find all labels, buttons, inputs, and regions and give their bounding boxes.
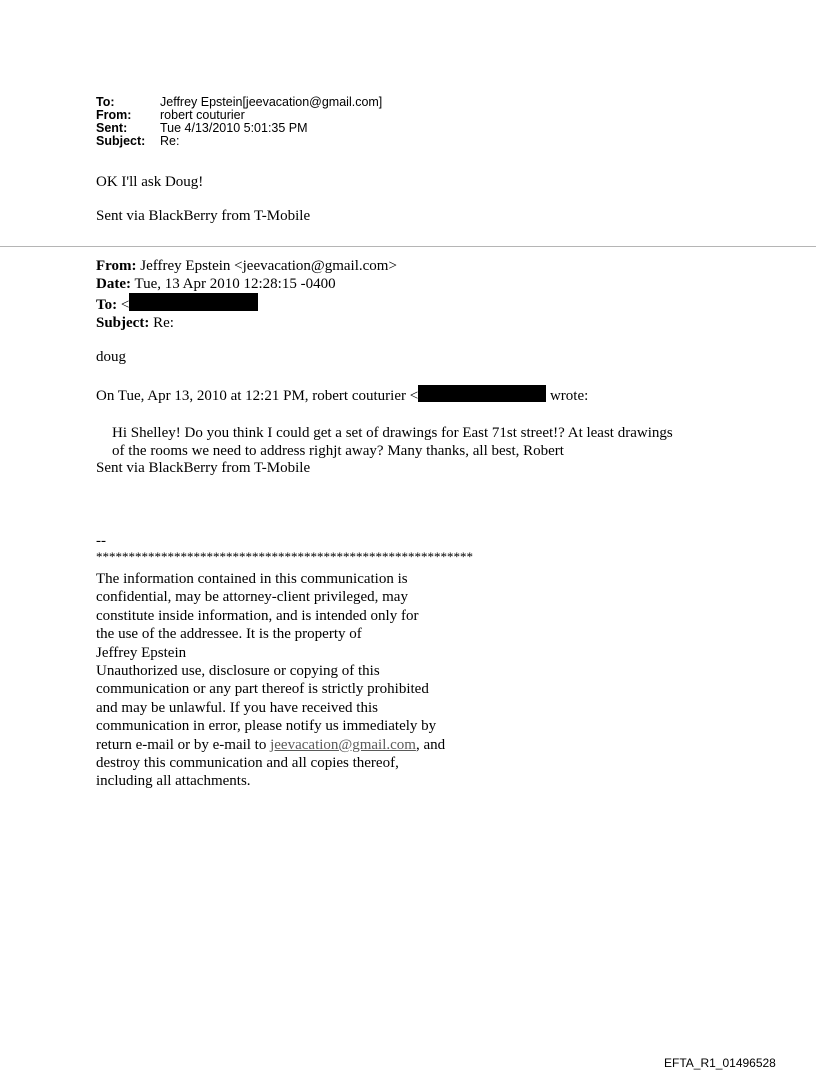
header-sent-value: Tue 4/13/2010 5:01:35 PM — [160, 121, 308, 135]
disclaimer — [96, 570, 445, 791]
quote-line: Hi Shelley! Do you think I could get a set of drawings for East 71st street!? At least drawings — [112, 425, 673, 441]
disclaimer-dashes: -- — [96, 533, 106, 549]
quoted-subject-row — [96, 314, 397, 332]
disclaimer-line-prefix: return e-mail or by e-mail to — [96, 736, 271, 753]
quoted-from-value: Jeffrey Epstein <jeevacation@gmail.com> — [136, 258, 397, 274]
quoted-from-row — [96, 257, 397, 275]
reply-body: OK I'll ask Doug! — [96, 174, 204, 190]
quoted-to-value: < — [117, 297, 130, 313]
attribution-prefix: On Tue, Apr 13, 2010 at 12:21 PM, robert couturier < — [96, 388, 419, 404]
header-subject-row — [96, 135, 382, 148]
disclaimer-stars: ********************************************************** — [96, 549, 473, 564]
quoted-to-row — [96, 293, 397, 314]
disclaimer-line: Jeffrey Epstein — [96, 644, 187, 661]
disclaimer-line: constitute inside information, and is intended only for — [96, 607, 419, 624]
disclaimer-line: communication in error, please notify us immediately by — [96, 718, 437, 735]
disclaimer-line: the use of the addressee. It is the property of — [96, 626, 362, 643]
disclaimer-line: communication or any part thereof is strictly prohibited — [96, 681, 429, 698]
redaction-box — [129, 293, 258, 311]
quoted-attribution — [96, 385, 588, 405]
disclaimer-line-suffix: , and — [415, 736, 446, 753]
disclaimer-line: Unauthorized use, disclosure or copying of this — [96, 663, 380, 680]
header-to-label: To: — [96, 95, 115, 109]
quoted-subject-label: Subject: — [96, 315, 150, 331]
quoted-subject-value: Re: — [149, 315, 174, 331]
quoted-date-label: Date: — [96, 276, 131, 292]
quoted-date-row — [96, 275, 397, 293]
header-to-value: Jeffrey Epstein[jeevacation@gmail.com] — [160, 95, 383, 109]
email-link[interactable]: jeevacation@gmail.com — [270, 736, 416, 753]
quoted-message — [112, 424, 673, 460]
quoted-to-label: To: — [96, 297, 118, 313]
quoted-date-value: Tue, 13 Apr 2010 12:28:15 -0400 — [130, 276, 336, 292]
header-from-value: robert couturier — [160, 108, 245, 122]
quoted-from-label: From: — [96, 258, 137, 274]
disclaimer-line: destroy this communication and all copies thereof, — [96, 755, 399, 772]
disclaimer-line: and may be unlawful. If you have received this — [96, 699, 378, 716]
header-subject-value: Re: — [160, 134, 180, 148]
quote-line: of the rooms we need to address righjt away? Many thanks, all best, Robert — [112, 443, 564, 459]
attribution-suffix: wrote: — [546, 388, 589, 404]
header-from-label: From: — [96, 108, 132, 122]
document-id: EFTA_R1_01496528 — [664, 1056, 776, 1070]
disclaimer-line — [96, 736, 445, 754]
redaction-box — [418, 385, 546, 402]
email-header — [96, 96, 382, 148]
header-sent-label: Sent: — [96, 121, 128, 135]
disclaimer-line: including all attachments. — [96, 773, 251, 790]
reply-signature: Sent via BlackBerry from T-Mobile — [96, 208, 311, 224]
disclaimer-line: The information contained in this communication is — [96, 571, 408, 587]
quoted-signature: Sent via BlackBerry from T-Mobile — [96, 460, 311, 476]
header-subject-label: Subject: — [96, 134, 146, 148]
quoted-body: doug — [96, 349, 126, 365]
divider — [0, 246, 816, 247]
quoted-header — [96, 257, 397, 332]
disclaimer-line: confidential, may be attorney-client privileged, may — [96, 589, 408, 606]
